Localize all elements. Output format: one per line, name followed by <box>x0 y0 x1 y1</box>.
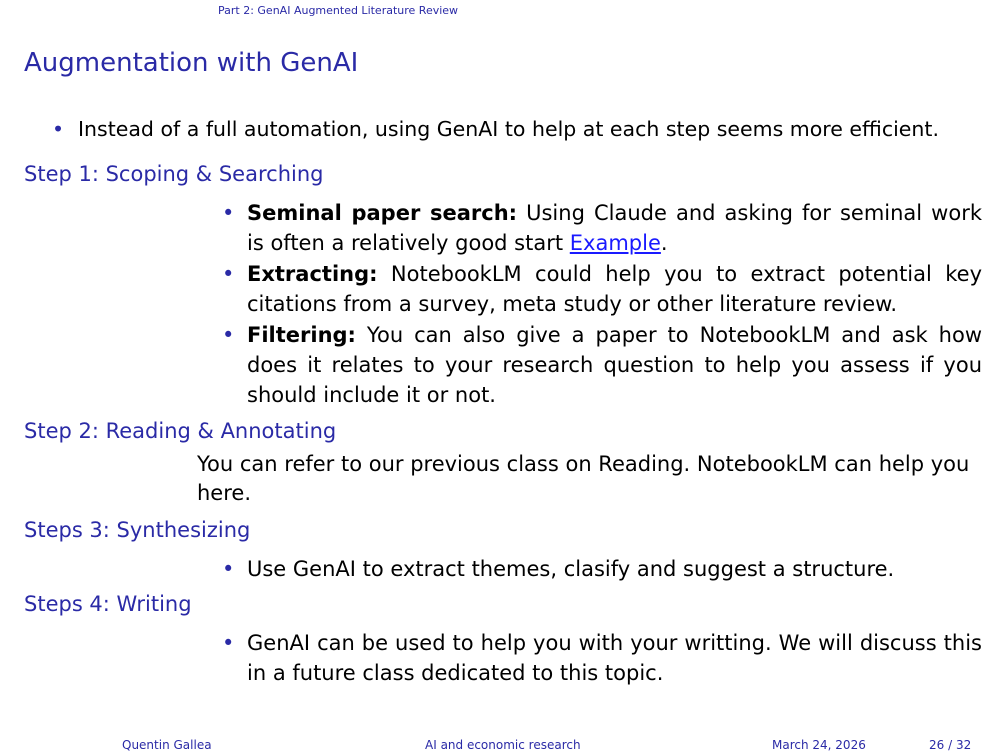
page-number: 26 / 32 <box>929 738 972 752</box>
list-item <box>222 259 982 319</box>
step-2-label: Step 2: Reading & Annotating <box>24 419 337 443</box>
step-3-list <box>222 554 982 584</box>
footer-course: AI and economic research <box>425 738 581 752</box>
item-text: NotebookLM could help you to extract potential key citations from a survey, meta study or other literature review. <box>247 262 982 316</box>
bullet-icon: • <box>222 323 235 347</box>
item-text: Use GenAI to extract themes, clasify and suggest a structure. <box>247 557 895 581</box>
item-text: Using Claude and asking for seminal work is often a relatively good start <box>247 201 982 255</box>
item-heading: Seminal paper search: <box>247 201 518 225</box>
item-text-end: . <box>660 231 668 255</box>
item-heading: Filtering: <box>247 323 356 347</box>
step-2-text: You can refer to our previous class on Reading. NotebookLM can help you here. <box>197 452 970 505</box>
section-header: Part 2: GenAI Augmented Literature Review <box>218 4 459 17</box>
step-1-list <box>222 198 982 410</box>
bullet-icon: • <box>52 117 65 141</box>
intro-text: Instead of a full automation, using GenAI to help at each step seems more efficient. <box>78 117 939 141</box>
step-3-label: Steps 3: Synthesizing <box>24 518 251 542</box>
list-item <box>222 628 982 688</box>
step-4-label: Steps 4: Writing <box>24 592 192 616</box>
step-4-list <box>222 628 982 688</box>
step-1-label: Step 1: Scoping & Searching <box>24 162 324 186</box>
bullet-icon: • <box>222 631 235 655</box>
item-heading: Extracting: <box>247 262 378 286</box>
bullet-icon: • <box>222 557 235 581</box>
footer-date: March 24, 2026 <box>772 738 866 752</box>
list-item <box>222 554 982 584</box>
list-item <box>222 198 982 258</box>
list-item <box>222 320 982 410</box>
item-text: GenAI can be used to help you with your writting. We will discuss this in a future class dedicated to this topic. <box>247 631 982 685</box>
intro-item <box>52 117 939 141</box>
footer-author: Quentin Gallea <box>122 738 212 752</box>
bullet-icon: • <box>222 262 235 286</box>
bullet-icon: • <box>222 201 235 225</box>
example-link[interactable]: Example <box>569 231 661 255</box>
frame-title: Augmentation with GenAI <box>24 48 359 78</box>
item-text: You can also give a paper to NotebookLM and ask how does it relates to your research question to help you assess if you should include it or not. <box>247 323 982 407</box>
